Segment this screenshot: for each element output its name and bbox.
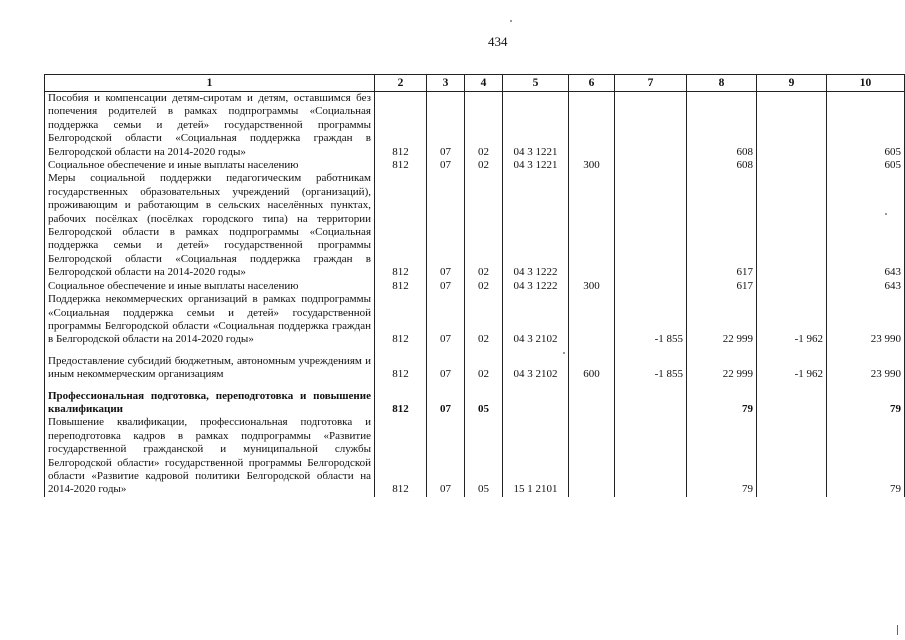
table-row bbox=[45, 92, 905, 160]
cell-col-9: -1 962 bbox=[757, 355, 827, 382]
cell-col-5 bbox=[503, 390, 569, 417]
cell-col-4: 02 bbox=[465, 293, 503, 347]
cell-col-8: 608 bbox=[687, 159, 757, 172]
cell-col-6: 300 bbox=[569, 280, 615, 293]
cell-col-10: 79 bbox=[827, 390, 905, 417]
cell-col-3: 07 bbox=[427, 280, 465, 293]
spacer-cell bbox=[375, 347, 427, 355]
cell-col-4: 02 bbox=[465, 159, 503, 172]
row-spacer bbox=[45, 347, 905, 355]
cell-col-2: 812 bbox=[375, 416, 427, 496]
cell-col-3: 07 bbox=[427, 416, 465, 496]
cell-col-7 bbox=[615, 280, 687, 293]
cell-col-2: 812 bbox=[375, 92, 427, 160]
cell-col-3: 07 bbox=[427, 172, 465, 279]
spacer-cell bbox=[687, 347, 757, 355]
row-description: Поддержка некоммерческих организаций в рамках подпрограммы «Социальная поддержка семьи и детей» государственной программы Белгородской области «Социальная поддержка граждан в Белгородской области на 2014-2020 годы» bbox=[45, 293, 375, 347]
cell-col-7: -1 855 bbox=[615, 293, 687, 347]
cell-col-10: 605 bbox=[827, 159, 905, 172]
cell-col-4: 02 bbox=[465, 172, 503, 279]
cell-col-9 bbox=[757, 390, 827, 417]
spacer-cell bbox=[465, 347, 503, 355]
cell-col-9 bbox=[757, 159, 827, 172]
spacer-cell bbox=[503, 382, 569, 390]
row-description: Социальное обеспечение и иные выплаты населению bbox=[45, 159, 375, 172]
cell-col-5: 15 1 2101 bbox=[503, 416, 569, 496]
header-col-1: 1 bbox=[45, 75, 375, 92]
table-row bbox=[45, 172, 905, 279]
cell-col-6 bbox=[569, 92, 615, 160]
spacer-cell bbox=[827, 347, 905, 355]
scan-speck bbox=[510, 20, 512, 22]
cell-col-3: 07 bbox=[427, 355, 465, 382]
spacer-cell bbox=[427, 347, 465, 355]
cell-col-9 bbox=[757, 92, 827, 160]
cell-col-6 bbox=[569, 416, 615, 496]
row-description: Меры социальной поддержки педагогическим работникам государственных образовательных учреждений (организаций), проживающим и работающим в сельских населённых пунктах, рабочих посёлках (посёлках городского типа) на территории Белгородской области в рамках подпрограммы «Социальная поддержка семьи и детей» государственной программы Белгородской области «Социальная поддержка граждан в Белгородской области на 2014-2020 годы» bbox=[45, 172, 375, 279]
cell-col-4: 05 bbox=[465, 416, 503, 496]
cell-col-6 bbox=[569, 293, 615, 347]
cell-col-9 bbox=[757, 280, 827, 293]
spacer-cell bbox=[757, 382, 827, 390]
cell-col-4: 02 bbox=[465, 355, 503, 382]
cell-col-4: 05 bbox=[465, 390, 503, 417]
table-row bbox=[45, 416, 905, 496]
cell-col-9 bbox=[757, 416, 827, 496]
header-col-3: 3 bbox=[427, 75, 465, 92]
spacer-cell bbox=[757, 347, 827, 355]
cell-col-6: 600 bbox=[569, 355, 615, 382]
table-row bbox=[45, 293, 905, 347]
table-row bbox=[45, 159, 905, 172]
cell-col-8: 79 bbox=[687, 416, 757, 496]
header-col-8: 8 bbox=[687, 75, 757, 92]
row-description: Предоставление субсидий бюджетным, автономным учреждениям и иным некоммерческим организациям bbox=[45, 355, 375, 382]
header-col-10: 10 bbox=[827, 75, 905, 92]
row-spacer bbox=[45, 382, 905, 390]
cell-col-5: 04 3 2102 bbox=[503, 355, 569, 382]
cell-col-7 bbox=[615, 159, 687, 172]
cell-col-7: -1 855 bbox=[615, 355, 687, 382]
header-col-5: 5 bbox=[503, 75, 569, 92]
cell-col-3: 07 bbox=[427, 92, 465, 160]
cell-col-2: 812 bbox=[375, 159, 427, 172]
scan-speck bbox=[563, 352, 565, 354]
cell-col-2: 812 bbox=[375, 172, 427, 279]
cell-col-8: 617 bbox=[687, 172, 757, 279]
cell-col-6 bbox=[569, 390, 615, 417]
cell-col-6 bbox=[569, 172, 615, 279]
cell-col-8: 22 999 bbox=[687, 293, 757, 347]
cell-col-2: 812 bbox=[375, 280, 427, 293]
spacer-cell bbox=[45, 382, 375, 390]
row-description: Повышение квалификации, профессиональная подготовка и переподготовка кадров в рамках подпрограммы «Развитие государственной гражданской и муниципальной службы Белгородской области» государственной программы Белгородской области «Развитие кадровой политики Белгородской области на 2014-2020 годы» bbox=[45, 416, 375, 496]
spacer-cell bbox=[375, 382, 427, 390]
cell-col-10: 605 bbox=[827, 92, 905, 160]
cell-col-7 bbox=[615, 172, 687, 279]
cell-col-9 bbox=[757, 172, 827, 279]
cell-col-3: 07 bbox=[427, 390, 465, 417]
cell-col-8: 617 bbox=[687, 280, 757, 293]
cell-col-5: 04 3 1221 bbox=[503, 159, 569, 172]
spacer-cell bbox=[427, 382, 465, 390]
page-number: 434 bbox=[488, 34, 508, 49]
header-row bbox=[45, 75, 905, 92]
header-col-9: 9 bbox=[757, 75, 827, 92]
cell-col-2: 812 bbox=[375, 293, 427, 347]
scan-speck bbox=[885, 213, 887, 215]
cell-col-10: 643 bbox=[827, 172, 905, 279]
row-description: Социальное обеспечение и иные выплаты населению bbox=[45, 280, 375, 293]
cell-col-10: 23 990 bbox=[827, 293, 905, 347]
spacer-cell bbox=[827, 382, 905, 390]
cell-col-8: 79 bbox=[687, 390, 757, 417]
cell-col-10: 79 bbox=[827, 416, 905, 496]
scan-mark bbox=[897, 625, 898, 635]
cell-col-3: 07 bbox=[427, 159, 465, 172]
cell-col-6: 300 bbox=[569, 159, 615, 172]
spacer-cell bbox=[465, 382, 503, 390]
spacer-cell bbox=[615, 382, 687, 390]
row-description: Пособия и компенсации детям-сиротам и детям, оставшимся без попечения родителей в рамках подпрограммы «Социальная поддержка семьи и детей» государственной программы Белгородской области «Социальная поддержка граждан в Белгородской области на 2014-2020 годы» bbox=[45, 92, 375, 160]
row-description: Профессиональная подготовка, переподготовка и повышение квалификации bbox=[45, 390, 375, 417]
cell-col-2: 812 bbox=[375, 355, 427, 382]
budget-table bbox=[44, 74, 905, 497]
header-col-6: 6 bbox=[569, 75, 615, 92]
spacer-cell bbox=[615, 347, 687, 355]
spacer-cell bbox=[503, 347, 569, 355]
cell-col-5: 04 3 1222 bbox=[503, 280, 569, 293]
cell-col-10: 23 990 bbox=[827, 355, 905, 382]
cell-col-10: 643 bbox=[827, 280, 905, 293]
spacer-cell bbox=[569, 347, 615, 355]
cell-col-8: 608 bbox=[687, 92, 757, 160]
cell-col-3: 07 bbox=[427, 293, 465, 347]
cell-col-5: 04 3 2102 bbox=[503, 293, 569, 347]
table-row bbox=[45, 390, 905, 417]
table-body bbox=[45, 92, 905, 497]
spacer-cell bbox=[687, 382, 757, 390]
table-row bbox=[45, 280, 905, 293]
header-col-4: 4 bbox=[465, 75, 503, 92]
spacer-cell bbox=[45, 347, 375, 355]
header-col-7: 7 bbox=[615, 75, 687, 92]
header-col-2: 2 bbox=[375, 75, 427, 92]
cell-col-7 bbox=[615, 416, 687, 496]
cell-col-7 bbox=[615, 92, 687, 160]
cell-col-5: 04 3 1222 bbox=[503, 172, 569, 279]
cell-col-9: -1 962 bbox=[757, 293, 827, 347]
cell-col-4: 02 bbox=[465, 280, 503, 293]
spacer-cell bbox=[569, 382, 615, 390]
cell-col-2: 812 bbox=[375, 390, 427, 417]
cell-col-7 bbox=[615, 390, 687, 417]
cell-col-4: 02 bbox=[465, 92, 503, 160]
cell-col-8: 22 999 bbox=[687, 355, 757, 382]
table-row bbox=[45, 355, 905, 382]
cell-col-5: 04 3 1221 bbox=[503, 92, 569, 160]
